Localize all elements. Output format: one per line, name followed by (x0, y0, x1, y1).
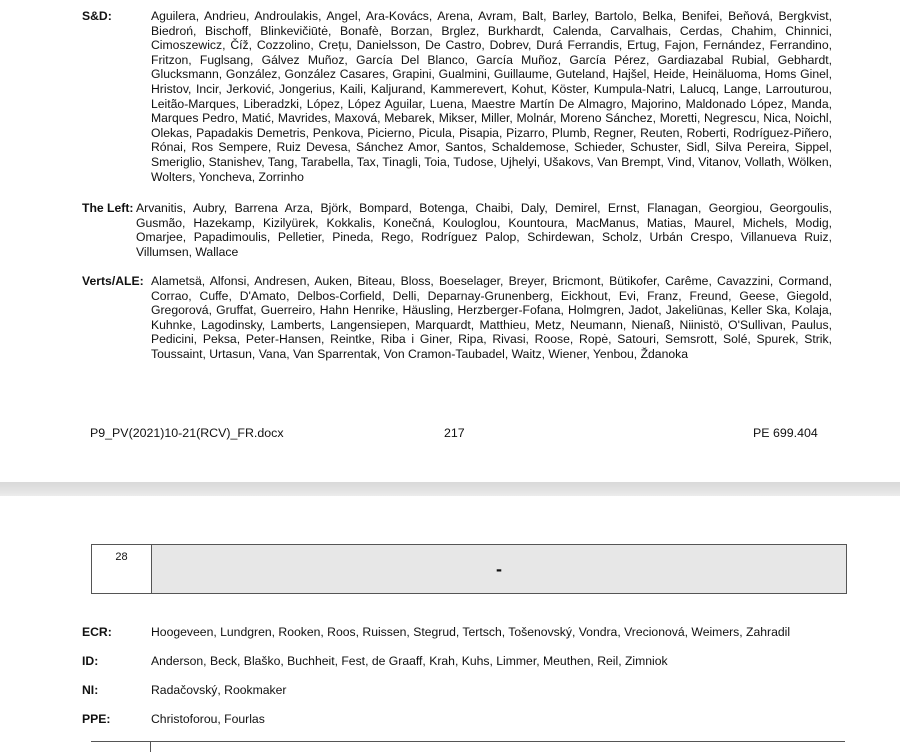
page-separator (0, 482, 900, 496)
group-label: ECR: (82, 625, 112, 639)
vote-number: 28 (92, 545, 152, 593)
group-verts-ale (82, 274, 832, 362)
group-members: Hoogeveen, Lundgren, Rooken, Roos, Ruissen, Stegrud, Tertsch, Tošenovský, Vondra, Vrecionová, Weimers, Zahradil (151, 625, 791, 639)
group-members: Arvanitis, Aubry, Barrena Arza, Björk, Bompard, Botenga, Chaibi, Daly, Demirel, Ernst, Flanagan, Georgiou, Georgoulis, Gusmão, Hazekamp, Kizilyürek, Kokkalis, Konečná, Kouloglou, Kountoura, MacManus, Matias, Maurel, Michels, Modig, Omarjee, Papadimoulis, Pelletier, Pineda, Rego, Rodríguez Palop, Schirdewan, Scholz, Urbán Crespo, Villanueva Ruiz, Villumsen, Wallace (136, 201, 832, 259)
group-row-ecr (82, 625, 842, 639)
group-label: S&D: (82, 9, 112, 23)
group-label: PPE: (82, 712, 111, 726)
footer-filename: P9_PV(2021)10-21(RCV)_FR.docx (90, 426, 284, 440)
vote-header-box (91, 544, 847, 594)
group-members: Alametsä, Alfonsi, Andresen, Auken, Biteau, Bloss, Boeselager, Breyer, Bricmont, Bütikofer, Carême, Cavazzini, Cormand, Corrao, Cuffe, D'Amato, Delbos-Corfield, Delli, Deparnay-Grunenberg, Eickhout, Evi, Franz, Freund, Geese, Giegold, Gregorová, Gruffat, Guerreiro, Hahn Henrike, Häusling, Herzberger-Fofana, Holmgren, Jadot, Jakeliūnas, Keller Ska, Kolaja, Kuhnke, Lagodinsky, Lamberts, Langensiepen, Marquardt, Matthieu, Metz, Neumann, Nienaß, Niinistö, O'Sullivan, Paulus, Pedicini, Peksa, Peter-Hansen, Reintke, Riba i Giner, Ripa, Rivasi, Roose, Ropė, Satouri, Semsrott, Solé, Spurek, Strik, Toussaint, Urtasun, Vana, Van Sparrentak, Von Cramon-Taubadel, Waitz, Wiener, Yenbou, Ždanoka (151, 274, 832, 361)
group-label: Verts/ALE: (82, 274, 144, 288)
group-members: Aguilera, Andrieu, Androulakis, Angel, Ara-Kovács, Arena, Avram, Balt, Barley, Bartolo, Belka, Benifei, Beňová, Bergkvist, Biedroń, Bischoff, Blinkevičiūtė, Bonafè, Borzan, Brglez, Burkhardt, Calenda, Carvalhais, Cerdas, Chahim, Chinnici, Cimoszewicz, Číž, Cozzolino, Crețu, Danielsson, De Castro, Dobrev, Durá Ferrandis, Ertug, Fajon, Fernández, Ferrandino, Fritzon, Fuglsang, Gálvez Muñoz, García Del Blanco, García Muñoz, García Pérez, Gardiazabal Rubial, Gebhardt, Glucksmann, González, González Casares, Grapini, Gualmini, Guillaume, Guteland, Hajšel, Heide, Heinäluoma, Homs Ginel, Hristov, Incir, Jerković, Jongerius, Kaili, Kaljurand, Kammerevert, Kohut, Köster, Kumpula-Natri, Lalucq, Lange, Larrouturou, Leitão-Marques, Liberadzki, López, López Aguilar, Luena, Maestre Martín De Almagro, Majorino, Maldonado López, Manda, Marques Pedro, Matić, Mavrides, Maxová, Mebarek, Mikser, Miller, Molnár, Moreno Sánchez, Moretti, Negrescu, Nica, Noichl, Olekas, Papadakis Demetris, Penkova, Picierno, Picula, Pisapia, Pizarro, Plumb, Regner, Reuten, Roberti, Rodríguez-Piñero, Rónai, Ros Sempere, Ruiz Devesa, Sánchez Amor, Santos, Schaldemose, Schieder, Schuster, Sidl, Silva Pereira, Sippel, Smeriglio, Stanishev, Tang, Tarabella, Tax, Tinagli, Toia, Tudose, Ujhelyi, Ušakovs, Van Brempt, Vind, Vitanov, Vollath, Wölken, Wolters, Yoncheva, Zorrinho (151, 9, 832, 184)
group-row-id (82, 654, 842, 668)
group-the-left (82, 201, 832, 259)
group-row-ni (82, 683, 842, 697)
document-page-lower (0, 496, 900, 743)
group-members: Anderson, Beck, Blaško, Buchheit, Fest, de Graaff, Krah, Kuhs, Limmer, Meuthen, Reil, Zimniok (151, 654, 668, 668)
group-members: Radačovský, Rookmaker (151, 683, 287, 697)
group-label: ID: (82, 654, 99, 668)
footer-reference: PE 699.404 (753, 426, 818, 440)
vote-result: - (152, 545, 846, 593)
group-label: The Left: (82, 201, 134, 215)
group-members: Christoforou, Fourlas (151, 712, 265, 726)
group-row-ppe (82, 712, 842, 726)
group-label: NI: (82, 683, 99, 697)
footer-page-number: 217 (444, 426, 465, 440)
group-sd (82, 9, 832, 184)
